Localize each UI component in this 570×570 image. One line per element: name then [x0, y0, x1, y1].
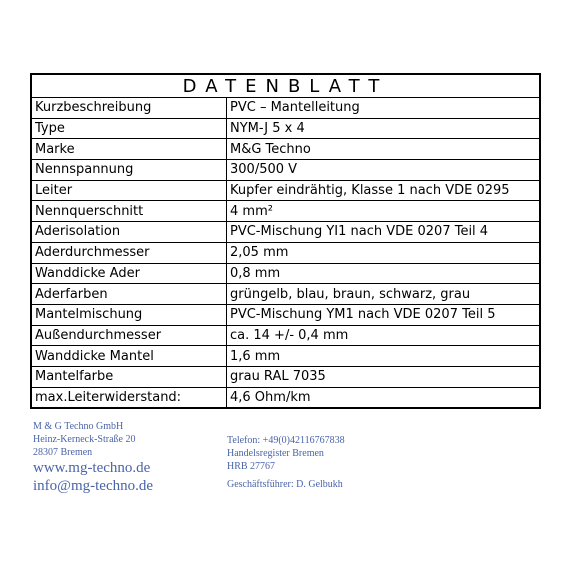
datasheet-title: DATENBLATT: [32, 75, 539, 98]
company-street: Heinz-Kerneck-Straße 20: [33, 434, 136, 445]
spec-row: [32, 222, 539, 243]
spec-label: Leiter: [32, 180, 227, 201]
spec-row: [32, 180, 539, 201]
spec-value: PVC-Mischung YM1 nach VDE 0207 Teil 5: [227, 304, 540, 325]
spec-label: Nennspannung: [32, 160, 227, 181]
spec-label: Nennquerschnitt: [32, 201, 227, 222]
spec-row: [32, 366, 539, 387]
company-hrb: HRB 27767: [227, 461, 276, 472]
website-link[interactable]: www.mg-techno.de: [33, 460, 151, 476]
spec-value: 2,05 mm: [227, 242, 540, 263]
spec-label: Wanddicke Ader: [32, 263, 227, 284]
spec-value: grüngelb, blau, braun, schwarz, grau: [227, 284, 540, 305]
spec-value: 0,8 mm: [227, 263, 540, 284]
spec-value: 4,6 Ohm/km: [227, 387, 540, 407]
spec-row: [32, 160, 539, 181]
spec-row: [32, 98, 539, 118]
spec-label: Wanddicke Mantel: [32, 346, 227, 367]
email-link[interactable]: info@mg-techno.de: [33, 478, 154, 494]
spec-row: [32, 304, 539, 325]
spec-label: Kurzbeschreibung: [32, 98, 227, 118]
spec-table: [32, 98, 539, 407]
spec-label: Mantelfarbe: [32, 366, 227, 387]
spec-label: Marke: [32, 139, 227, 160]
company-register: Handelsregister Bremen: [227, 448, 324, 459]
spec-value: PVC – Mantelleitung: [230, 100, 360, 116]
company-name: M & G Techno GmbH: [33, 421, 124, 432]
spec-value: 1,6 mm: [227, 346, 540, 367]
spec-label: Mantelmischung: [32, 304, 227, 325]
spec-row: [32, 139, 539, 160]
spec-value: 4 mm²: [227, 201, 540, 222]
spec-row: [32, 201, 539, 222]
spec-label: max.Leiterwiderstand:: [32, 387, 227, 407]
spec-row: [32, 242, 539, 263]
footer-right: [227, 434, 345, 491]
spec-value: grau RAL 7035: [227, 366, 540, 387]
spec-value: 300/500 V: [227, 160, 540, 181]
spec-value: Kupfer eindrähtig, Klasse 1 nach VDE 0295: [227, 180, 540, 201]
spec-label: Aderisolation: [32, 222, 227, 243]
spec-label: Aderdurchmesser: [32, 242, 227, 263]
spec-row: [32, 346, 539, 367]
datasheet: [30, 73, 541, 409]
spec-row: [32, 263, 539, 284]
company-city: 28307 Bremen: [33, 447, 93, 458]
spec-label: Aderfarben: [32, 284, 227, 305]
spec-row: [32, 325, 539, 346]
spec-label: Type: [32, 118, 227, 139]
footer-left: [33, 420, 153, 495]
company-phone: Telefon: +49(0)42116767838: [227, 435, 345, 446]
spec-value: PVC-Mischung YI1 nach VDE 0207 Teil 4: [227, 222, 540, 243]
spec-value: NYM-J 5 x 4: [227, 118, 540, 139]
company-ceo: Geschäftsführer: D. Gelbukh: [227, 479, 343, 490]
spec-row: [32, 118, 539, 139]
spec-row: [32, 284, 539, 305]
spec-value: M&G Techno: [227, 139, 540, 160]
spec-label: Außendurchmesser: [32, 325, 227, 346]
spec-row: [32, 387, 539, 407]
spec-value: ca. 14 +/- 0,4 mm: [227, 325, 540, 346]
